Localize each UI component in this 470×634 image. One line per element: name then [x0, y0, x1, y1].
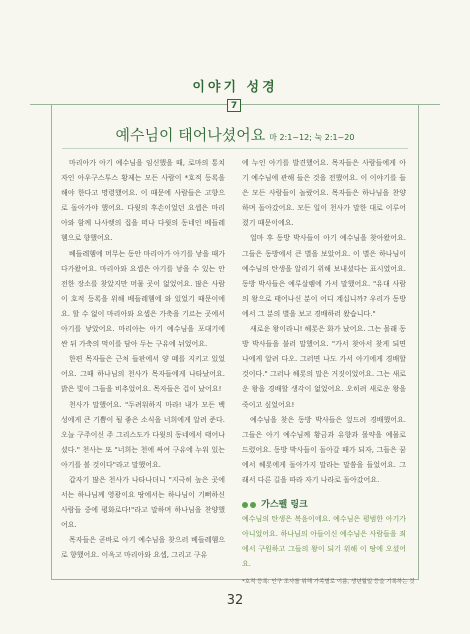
- paragraph: 예수님을 찾은 동방 박사들은 엎드려 경배했어요. 그들은 아기 예수님께 황금과 유향과 몰약을 예물로 드렸어요. 동방 박사들이 돌아갈 때가 되자, 그들은 꿈에서 헤롯에게 돌아가지 말라는 말씀을 들었어요. 그래서 다른 길을 따라 자기 나라로 돌아갔어요.: [242, 415, 406, 484]
- paragraph: 마리아가 아기 예수님을 임신했을 때, 로마의 통치자인 아우구스투스 황제는 모든 사람이 *호적 등록을 해야 한다고 명령했어요. 이 때문에 사람들은 고향으로 돌아가야 했어요. 다윗의 후손이었던 요셉은 마리아와 함께 나사렛의 집을 떠나 다윗의 동네인 베들레헴으로 향했어요.: [61, 159, 225, 243]
- title-divider: [62, 148, 408, 149]
- story-title: [0, 124, 470, 145]
- bullet-dot-icon: [242, 502, 248, 508]
- paragraph: 얼마 후 동방 박사들이 아기 예수님을 찾아왔어요. 그들은 동방에서 큰 별을 보았어요. 이 별은 하나님이 예수님의 탄생을 알리기 위해 보내셨다는 표시였어요. 동방 박사들은 예루살렘에 가서 말했어요. "유대 사람의 왕으로 태어나신 분이 어디 계십니까? 우리가 동방에서 그 분의 별을 보고 경배하러 왔습니다.": [242, 234, 406, 318]
- bullet-dot-icon: [250, 502, 256, 508]
- footnote: *호적 등록: 인구 조사를 위해 가족별로 이름, 생년월일 등을 기록하는 것: [242, 579, 415, 586]
- paragraph: 천사가 말했어요. "두려워하지 마라! 내가 모든 백성에게 큰 기쁨이 될 좋은 소식을 너희에게 알려 준다. 오늘 구주이신 주 그리스도가 다윗의 동네에서 태어나셨다." 천사는 또 "너희는 천에 싸여 구유에 누워 있는 아기를 볼 것이다"라고 말했어요.: [61, 400, 225, 469]
- paragraph: 베들레헴에 머무는 동안 마리아가 아기를 낳을 때가 다가왔어요. 마리아와 요셉은 아기를 낳을 수 있는 안전한 장소를 찾았지만 머물 곳이 없었어요. 많은 사람이 호적 등록을 위해 베들레헴에 와 있었기 때문이에요. 할 수 없이 마리아와 요셉은 가축을 기르는 곳에서 아기를 낳았어요. 마리아는 아기 예수님을 포대기에 싼 뒤 가축의 먹이를 담아 두는 구유에 뉘었어요.: [61, 249, 225, 349]
- left-column: [61, 156, 225, 564]
- paragraph: 갑자기 많은 천사가 나타나더니 "지극히 높은 곳에서는 하나님께 영광이요 땅에서는 하나님이 기뻐하신 사람들 중에 평화로다!"라고 말하며 하나님을 찬양했어요.: [61, 475, 225, 530]
- gospel-link-text: 예수님의 탄생은 복음이에요. 예수님은 평범한 아기가 아니었어요. 하나님의 아들이신 예수님은 사람들을 죄에서 구원하고 그들의 왕이 되기 위해 이 땅에 오셨어요.: [242, 515, 406, 569]
- scripture-reference: 마 2:1~12; 눅 2:1~20: [269, 133, 355, 142]
- paragraph: 새로운 왕이라니! 헤롯은 화가 났어요. 그는 몰래 동방 박사들을 불러 말했어요. "가서 찾아서 찾게 되면 나에게 알려 다오. 그러면 나도 가서 아기에게 경배할 것이다." 그러나 헤롯의 말은 거짓이었어요. 그는 새로운 왕을 경배할 생각이 없었어요. 오히려 새로운 왕을 죽이고 싶었어요!: [242, 325, 406, 409]
- section-title: 이야기 성경: [192, 80, 278, 95]
- gospel-link-heading: [242, 498, 406, 512]
- paragraph: 에 누인 아기를 발견했어요. 목자들은 사람들에게 아기 예수님에 관해 들은 것을 전했어요. 이 이야기를 들은 모든 사람들이 놀랐어요. 목자들은 하나님을 찬양하며 돌아갔어요. 모든 일이 천사가 말한 대로 이루어졌기 때문이에요.: [242, 159, 406, 228]
- story-number-badge: 7: [227, 99, 241, 112]
- gospel-link-title: 가스펠 링크: [261, 500, 308, 511]
- right-column: [242, 156, 415, 588]
- paragraph: 목자들은 곧바로 아기 예수님을 찾으러 베들레헴으로 향했어요. 이윽고 마리아와 요셉, 그리고 구유: [61, 536, 225, 560]
- page-number: 32: [226, 593, 244, 608]
- paragraph: 한편 목자들은 근처 들판에서 양 떼를 지키고 있었어요. 그때 하나님의 천사가 목자들에게 나타났어요. 밝은 빛이 그들을 비추었어요. 목자들은 겁이 났어요!: [61, 355, 225, 394]
- story-title-text: 예수님이 태어나셨어요: [115, 126, 266, 144]
